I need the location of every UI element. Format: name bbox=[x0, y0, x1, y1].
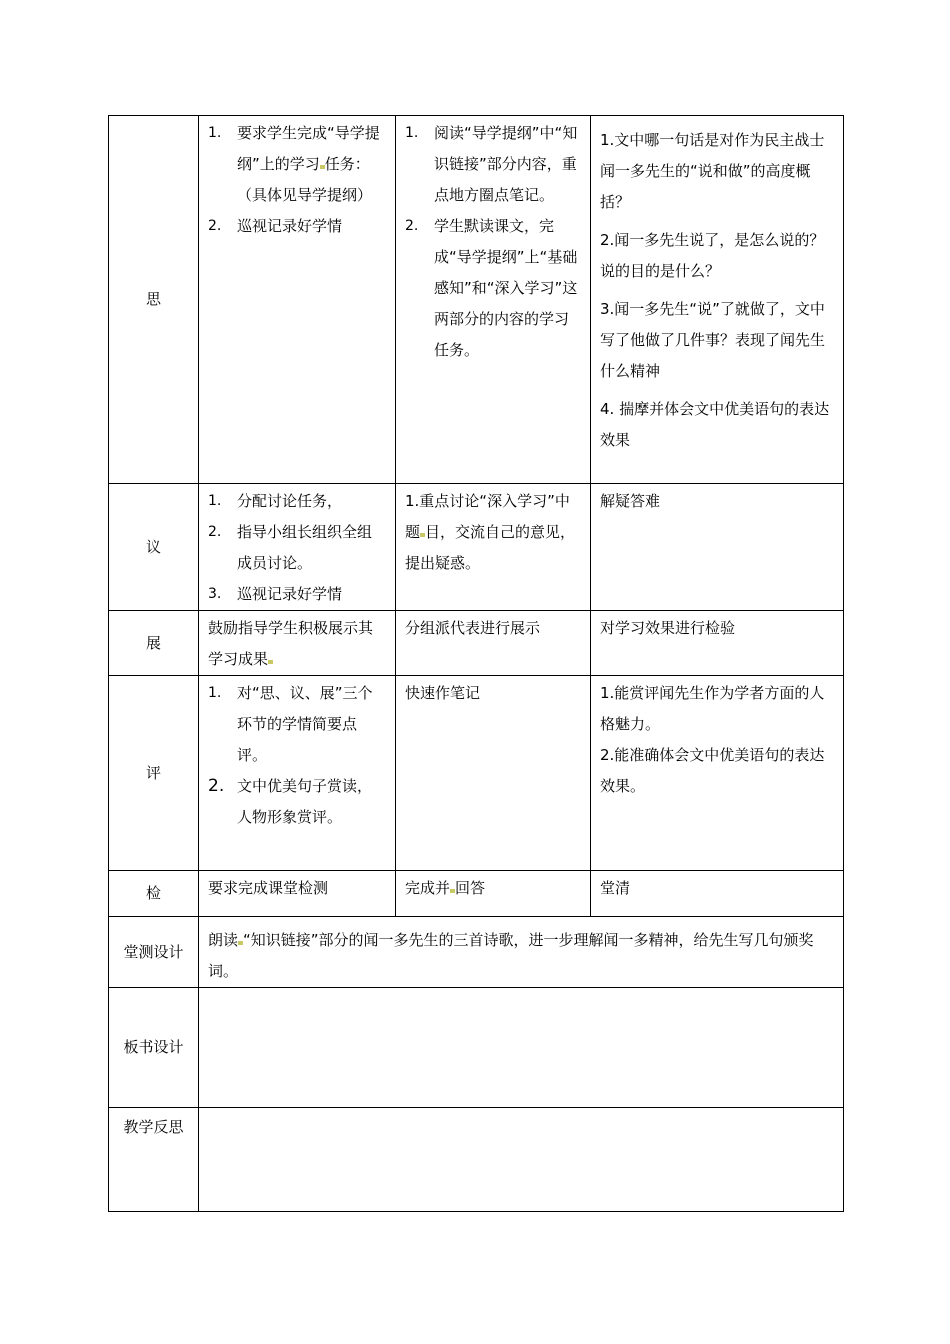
student-activity-cell: 完成并 回答 bbox=[396, 871, 591, 917]
goal-cell: 堂清 bbox=[591, 871, 844, 917]
list-item: 2. 指导小组长组织全组成员讨论。 bbox=[208, 517, 386, 579]
section-label: 教学反思 bbox=[109, 1108, 199, 1212]
table-row bbox=[109, 917, 844, 988]
edit-mark bbox=[268, 660, 273, 664]
stage-label: 议 bbox=[109, 484, 199, 611]
teacher-activity-cell bbox=[199, 116, 396, 484]
item-number: 1. bbox=[208, 125, 222, 141]
student-activity-cell: 快速作笔记 bbox=[396, 676, 591, 871]
item-number: 2. bbox=[405, 218, 419, 234]
goal-cell: 解疑答难 bbox=[591, 484, 844, 611]
item-number: 1. bbox=[208, 493, 222, 509]
list-item: 1. 分配讨论任务， bbox=[208, 486, 386, 517]
item-number: 2. bbox=[208, 218, 222, 234]
goal-question: 3.闻一多先生“说”了就做了，文中写了他做了几件事？表现了闻先生什么精神 bbox=[600, 300, 826, 380]
table-row bbox=[109, 116, 844, 484]
student-activity-cell bbox=[396, 116, 591, 484]
stage-label: 思 bbox=[109, 116, 199, 484]
item-number: 1. bbox=[208, 685, 222, 701]
list-item: 1. 阅读“导学提纲”中“知识链接”部分内容，重点地方圈点笔记。 bbox=[405, 118, 581, 211]
item-number: 2. bbox=[208, 776, 225, 796]
list-item: 3. 巡视记录好学情 bbox=[208, 579, 386, 610]
teacher-activity-cell bbox=[199, 676, 396, 871]
goal-item: 2.能准确体会文中优美语句的表达效果。 bbox=[600, 746, 825, 795]
goal-cell: 对学习效果进行检验 bbox=[591, 611, 844, 676]
list-item: 1. 对“思、议、展”三个环节的学情简要点评。 bbox=[208, 678, 386, 771]
table-row bbox=[109, 988, 844, 1108]
quiz-design-cell: 朗读 “知识链接”部分的闻一多先生的三首诗歌，进一步理解闻一多精神，给先生写几句颁奖词。 bbox=[199, 917, 844, 988]
teacher-activity-cell: 要求完成课堂检测 bbox=[199, 871, 396, 917]
teaching-reflection-cell bbox=[199, 1108, 844, 1212]
teacher-activity-cell: 鼓励指导学生积极展示其学习成果 bbox=[199, 611, 396, 676]
table-row bbox=[109, 611, 844, 676]
list-item: 1. 要求学生完成“导学提纲”上的学习 任务：（具体见导学提纲） bbox=[208, 118, 386, 211]
stage-label: 评 bbox=[109, 676, 199, 871]
goal-question: 1.文中哪一句话是对作为民主战士闻一多先生的“说和做”的高度概括？ bbox=[600, 131, 825, 211]
goal-item: 1.能赏评闻先生作为学者方面的人格魅力。 bbox=[600, 684, 825, 733]
item-number: 1. bbox=[405, 125, 419, 141]
list-item: 2. 学生默读课文，完成“导学提纲”上“基础感知”和“深入学习”这两部分的内容的学习任务。 bbox=[405, 211, 581, 366]
stage-label: 展 bbox=[109, 611, 199, 676]
item-number: 3. bbox=[208, 586, 222, 602]
goal-question: 4. 揣摩并体会文中优美语句的表达效果 bbox=[600, 400, 830, 449]
goal-question: 2.闻一多先生说了，是怎么说的？说的目的是什么？ bbox=[600, 231, 825, 280]
section-label: 板书设计 bbox=[109, 988, 199, 1108]
table-row bbox=[109, 484, 844, 611]
goal-cell bbox=[591, 116, 844, 484]
table-row bbox=[109, 676, 844, 871]
item-number: 2. bbox=[208, 524, 222, 540]
lesson-plan-table bbox=[108, 115, 844, 1212]
list-item: 2. 文中优美句子赏读，人物形象赏评。 bbox=[208, 771, 386, 833]
section-label: 堂测设计 bbox=[109, 917, 199, 988]
goal-cell bbox=[591, 676, 844, 871]
stage-label: 检 bbox=[109, 871, 199, 917]
list-item: 2. 巡视记录好学情 bbox=[208, 211, 386, 242]
table-row bbox=[109, 871, 844, 917]
teacher-activity-cell bbox=[199, 484, 396, 611]
student-activity-cell: 分组派代表进行展示 bbox=[396, 611, 591, 676]
board-design-cell bbox=[199, 988, 844, 1108]
table-row bbox=[109, 1108, 844, 1212]
student-activity-cell: 1.重点讨论“深入学习”中题 目，交流自己的意见，提出疑惑。 bbox=[396, 484, 591, 611]
